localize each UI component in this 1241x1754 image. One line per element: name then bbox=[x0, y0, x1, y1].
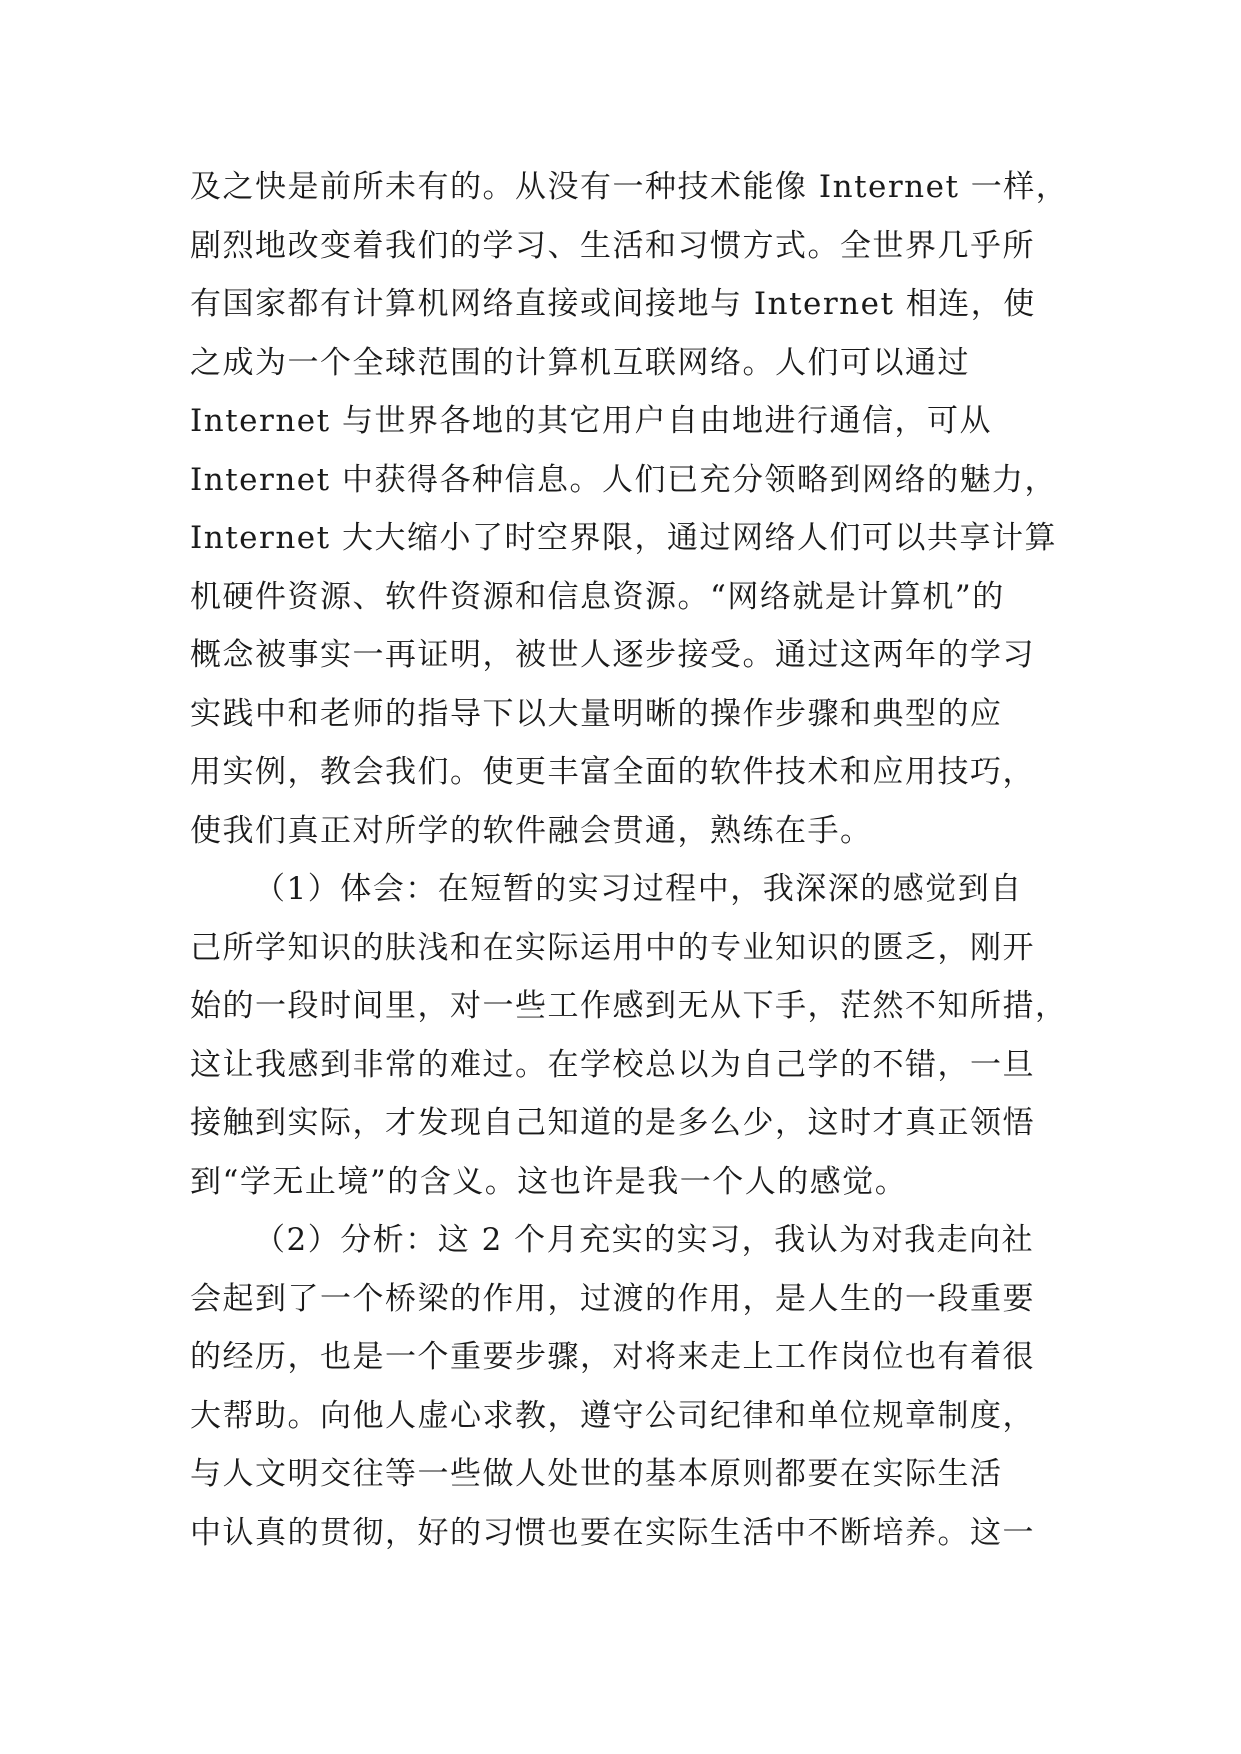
body-text bbox=[190, 158, 1069, 1562]
text-line: 实践中和老师的指导下以大量明晰的操作步骤和典型的应 bbox=[190, 695, 1003, 732]
text-line: 会起到了一个桥梁的作用，过渡的作用，是人生的一段重要 bbox=[190, 1280, 1035, 1317]
text-line: 与人文明交往等一些做人处世的基本原则都要在实际生活 bbox=[190, 1456, 1003, 1492]
text-line: 用实例，教会我们。使更丰富全面的软件技术和应用技巧， bbox=[190, 754, 1035, 790]
text-line: Internet 与世界各地的其它用户自由地进行通信，可从 bbox=[190, 403, 992, 439]
text-line: 己所学知识的肤浅和在实际运用中的专业知识的匮乏，刚开 bbox=[190, 929, 1035, 966]
text-line: 接触到实际，才发现自己知道的是多么少，这时才真正领悟 bbox=[190, 1105, 1035, 1141]
text-line: 有国家都有计算机网络直接或间接地与 Internet 相连，使 bbox=[190, 286, 1036, 322]
text-line: 机硬件资源、软件资源和信息资源。“网络就是计算机”的 bbox=[190, 578, 1005, 615]
text-line: 始的一段时间里，对一些工作感到无从下手，茫然不知所措， bbox=[190, 988, 1068, 1024]
text-line: 大帮助。向他人虚心求教，遵守公司纪律和单位规章制度， bbox=[190, 1397, 1035, 1434]
text-line: 中认真的贯彻，好的习惯也要在实际生活中不断培养。这一 bbox=[190, 1514, 1035, 1551]
paragraph-1-start: （1）体会：在短暂的实习过程中，我深深的感觉到自 bbox=[254, 871, 1023, 907]
text-line: 使我们真正对所学的软件融会贯通，熟练在手。 bbox=[190, 812, 873, 849]
text-line: 到“学无止境”的含义。这也许是我一个人的感觉。 bbox=[190, 1163, 908, 1200]
paragraph-2-start: （2）分析：这 2 个月充实的实习，我认为对我走向社 bbox=[254, 1222, 1035, 1258]
text-line: 概念被事实一再证明，被世人逐步接受。通过这两年的学习 bbox=[190, 637, 1035, 673]
text-line: 及之快是前所未有的。从没有一种技术能像 Internet 一样， bbox=[190, 169, 1069, 205]
text-line: 的经历，也是一个重要步骤，对将来走上工作岗位也有着很 bbox=[190, 1339, 1035, 1375]
text-line: 这让我感到非常的难过。在学校总以为自己学的不错，一旦 bbox=[190, 1046, 1035, 1083]
text-line: 之成为一个全球范围的计算机互联网络。人们可以通过 bbox=[190, 344, 970, 381]
text-line: 剧烈地改变着我们的学习、生活和习惯方式。全世界几乎所 bbox=[190, 227, 1035, 264]
text-line: Internet 大大缩小了时空界限，通过网络人们可以共享计算 bbox=[190, 520, 1057, 556]
text-line: Internet 中获得各种信息。人们已充分领略到网络的魅力， bbox=[190, 461, 1057, 498]
